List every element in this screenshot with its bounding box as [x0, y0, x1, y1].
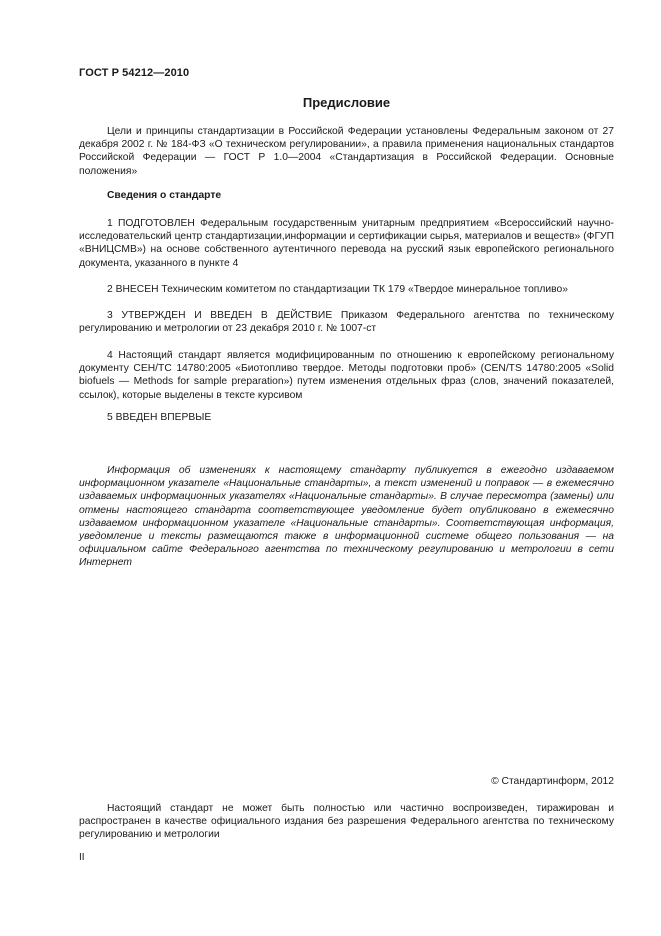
item-4-text: 4 Настоящий стандарт является модифицированным по отношению к европейскому региональному документу CEH/TC 14780:2005 «Биотопливо твердое. Методы подготовки проб» (CEN/TS 14780:2005 «Solid biofuels — Methods for sample preparation») путем изменения отдельных фраз (слов, значений показателей, ссылок), которые выделены в тексте курсивом [79, 350, 614, 401]
intro-paragraph [79, 125, 614, 178]
item-1-text: 1 ПОДГОТОВЛЕН Федеральным государственным унитарным предприятием «Всероссийский научно-исследовательский центр стандартизации,информации и сертификации сырья, материалов и веществ» (ФГУП «ВНИЦСМВ») на основе собственного аутентичного перевода на русский язык европейского регионального документа, указанного в пункте 4 [79, 218, 614, 269]
intro-text: Цели и принципы стандартизации в Российской Федерации установлены Федеральным законом от 27 декабря 2002 г. № 184-ФЗ «О техническом регулировании», а правила применения национальных стандартов Российской Федерации — ГОСТ Р 1.0—2004 «Стандартизация в Российской Федерации. Основные положения» [79, 126, 614, 177]
reproduction-notice [79, 802, 614, 842]
item-4 [79, 349, 614, 402]
item-1 [79, 217, 614, 270]
info-note [79, 464, 614, 570]
item-5-text: 5 ВВЕДЕН ВПЕРВЫЕ [107, 412, 212, 423]
item-3-text: 3 УТВЕРЖДЕН И ВВЕДЕН В ДЕЙСТВИЕ Приказом Федерального агентства по техническому регулированию и метрологии от 23 декабря 2010 г. № 1007-ст [79, 310, 614, 335]
page-number: II [79, 852, 85, 863]
item-3 [79, 309, 614, 335]
copyright-line: © Стандартинформ, 2012 [491, 776, 614, 787]
item-5 [79, 411, 614, 424]
subheading: Сведения о стандарте [107, 190, 222, 201]
item-2-text: 2 ВНЕСЕН Техническим комитетом по стандартизации ТК 179 «Твердое минеральное топливо» [107, 284, 568, 295]
info-note-text: Информация об изменениях к настоящему стандарту публикуется в ежегодно издаваемом информационном указателе «Национальные стандарты», а текст изменений и поправок — в ежемесячно издаваемых информационных указателях «Национальные стандарты». В случае пересмотра (замены) или отмены настоящего стандарта соответствующее уведомление будет опубликовано в ежемесячно издаваемом информационном указателе «Национальные стандарты». Соответствующая информация, уведомление и тексты размещаются также в информационной системе общего пользования — на официальном сайте Федерального агентства по техническому регулированию и метрологии в сети Интернет [79, 465, 614, 569]
item-2 [79, 283, 614, 296]
document-code: ГОСТ Р 54212—2010 [79, 67, 190, 79]
reproduction-notice-text: Настоящий стандарт не может быть полностью или частично воспроизведен, тиражирован и распространен в качестве официального издания без разрешения Федерального агентства по техническому регулированию и метрологии [79, 803, 614, 841]
page-title: Предисловие [302, 95, 391, 110]
